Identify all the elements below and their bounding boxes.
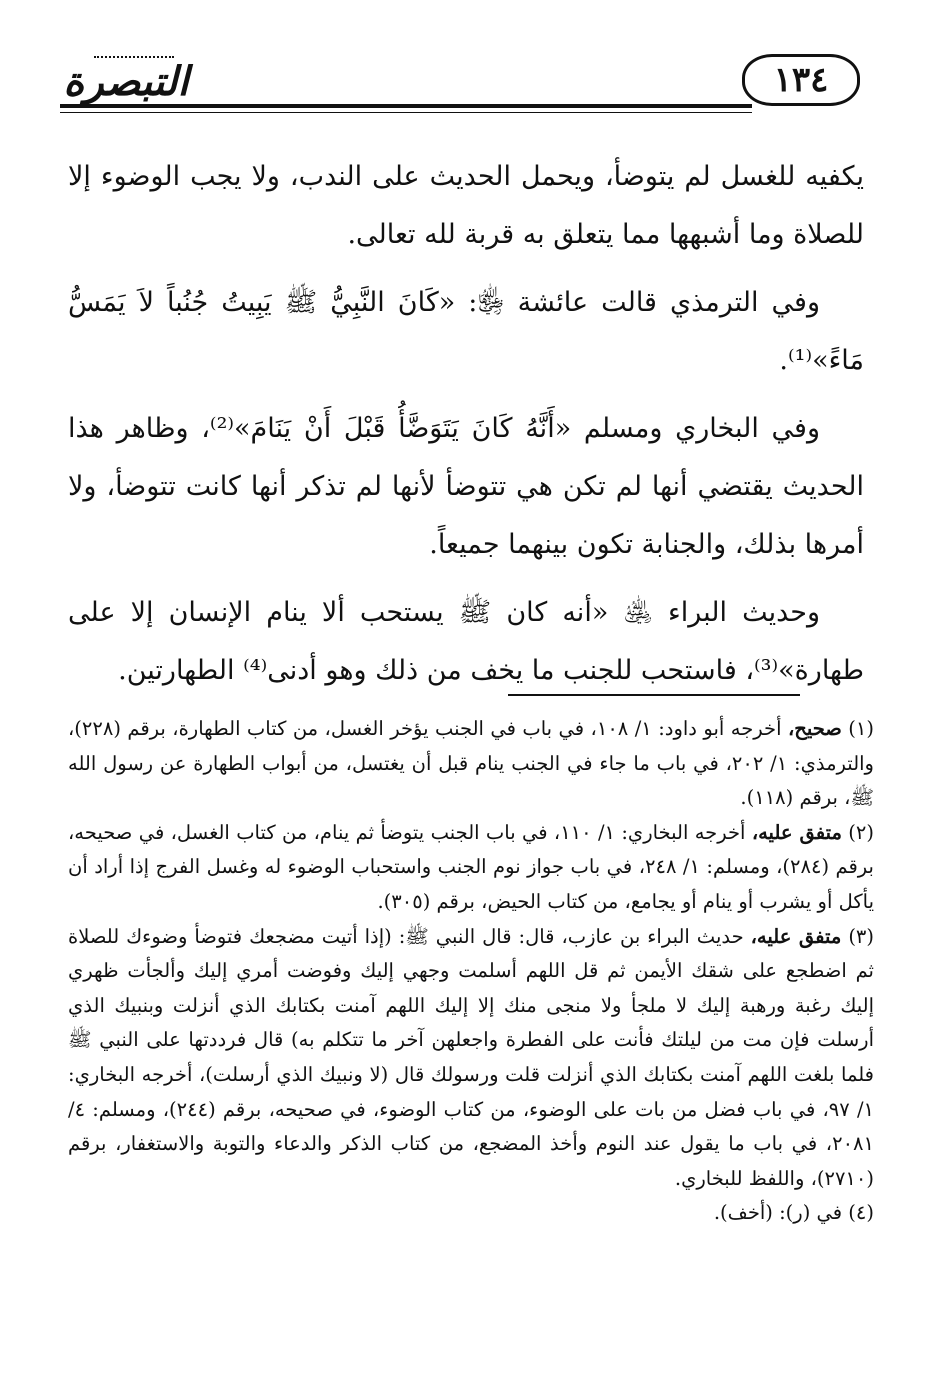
footnote-label: صحيح، <box>787 717 842 740</box>
body-paragraph: وفي الترمذي قالت عائشة ﵂: «كَانَ النَّبِيُّ ﷺ يَبِيتُ جُنُباً لاَ يَمَسُّ مَاءً»⁽¹⁾. <box>68 287 864 376</box>
footnote-number: (٣) <box>848 924 875 948</box>
footnote-text: في (ر): (أخف). <box>713 1201 843 1225</box>
footnote-text: حديث البراء بن عازب، قال: قال النبي ﷺ: (إذا أتيت مضجعك فتوضأ وضوءك للصلاة ثم اضطجع على شقك الأيمن ثم قل اللهم أسلمت وجهي إليك وفوضت أمري إليك وألجأت ظهري إليك رغبة ورهبة إليك لا ملجأ ولا منجى منك إلا إليك اللهم آمنت بكتابك الذي أنزلت وبنبيك الذي أرسلت فإن مت من ليلتك فأنت على الفطرة واجعلهن آخر ما تتكلم به) قال فرددتها على النبي ﷺ فلما بلغت اللهم آمنت بكتابك الذي أنزلت قلت ورسولك قال (لا ونبيك الذي أرسلت)، أخرجه البخاري: ١/ ٩٧، في باب فضل من بات على الوضوء، من كتاب الوضوء، في صحيحه، برقم (٢٤٤)، ومسلم: ٤/ ٢٠٨١، في باب ما يقول عند النوم وأخذ المضجع، من كتاب الذكر والدعاء والتوبة والاستغفار، برقم (٢٧١٠)، واللفظ للبخاري. <box>68 924 874 1190</box>
body-paragraph: يكفيه للغسل لم يتوضأ، ويحمل الحديث على الندب، ولا يجب الوضوء إلا للصلاة وما أشبهها مما يتعلق به قربة لله تعالى. <box>68 161 864 250</box>
book-title-calligraphy <box>63 54 189 108</box>
main-text <box>68 148 864 710</box>
footnotes <box>68 712 874 1231</box>
footnote <box>68 1196 874 1231</box>
footnote-number: (٤) <box>848 1201 874 1225</box>
footnote-number: (٢) <box>848 820 874 844</box>
footnote <box>68 920 874 1197</box>
footnote-label: متفق عليه، <box>751 820 842 844</box>
header-rule <box>60 104 752 108</box>
book-title-text: التبصرة <box>63 57 189 105</box>
footnote <box>68 712 874 816</box>
body-paragraph: وفي البخاري ومسلم «أَنَّهُ كَانَ يَتَوَضَّأُ قَبْلَ أَنْ يَنَامَ»⁽²⁾، وظاهر هذا الحديث يقتضي أنها لم تكن هي تتوضأ لأنها لم تذكر أنها كانت تتوضأ، ولا أمرها بذلك، والجنابة تكون بينهما جميعاً. <box>68 413 864 560</box>
footnote-label: متفق عليه، <box>750 924 842 948</box>
footnote-text: أخرجه أبو داود: ١/ ١٠٨، في باب في الجنب يؤخر الغسل، من كتاب الطهارة، برقم (٢٢٨)، والترمذي: ١/ ٢٠٢، في باب ما جاء في الجنب ينام قبل أن يغتسل، من أبواب الطهارة عن رسول الله ﷺ، برقم (١١٨). <box>68 717 874 810</box>
footnote-number: (١) <box>848 717 874 740</box>
title-ornament <box>94 56 174 68</box>
footnote-text: أخرجه البخاري: ١/ ١١٠، في باب الجنب يتوضأ ثم ينام، من كتاب الغسل، في صحيحه، برقم (٢٨٤)، ومسلم: ١/ ٢٤٨، في باب جواز نوم الجنب واستحباب الوضوء له وغسل الفرج إذا أراد أن يأكل أو يشرب أو ينام أو يجامع، من كتاب الحيض، برقم (٣٠٥). <box>68 820 874 913</box>
page-header <box>60 44 860 124</box>
footnote-divider <box>508 694 800 696</box>
page-number: ١٣٤ <box>773 60 829 100</box>
page-number-badge <box>742 54 860 106</box>
footnote <box>68 816 874 920</box>
header-rule-thin <box>60 112 752 113</box>
body-paragraph: وحديث البراء ﵁ «أنه كان ﷺ يستحب ألا ينام الإنسان إلا على طهارة»⁽³⁾، فاستحب للجنب ما يخف من ذلك وهو أدنى⁽⁴⁾ الطهارتين. <box>68 597 864 686</box>
